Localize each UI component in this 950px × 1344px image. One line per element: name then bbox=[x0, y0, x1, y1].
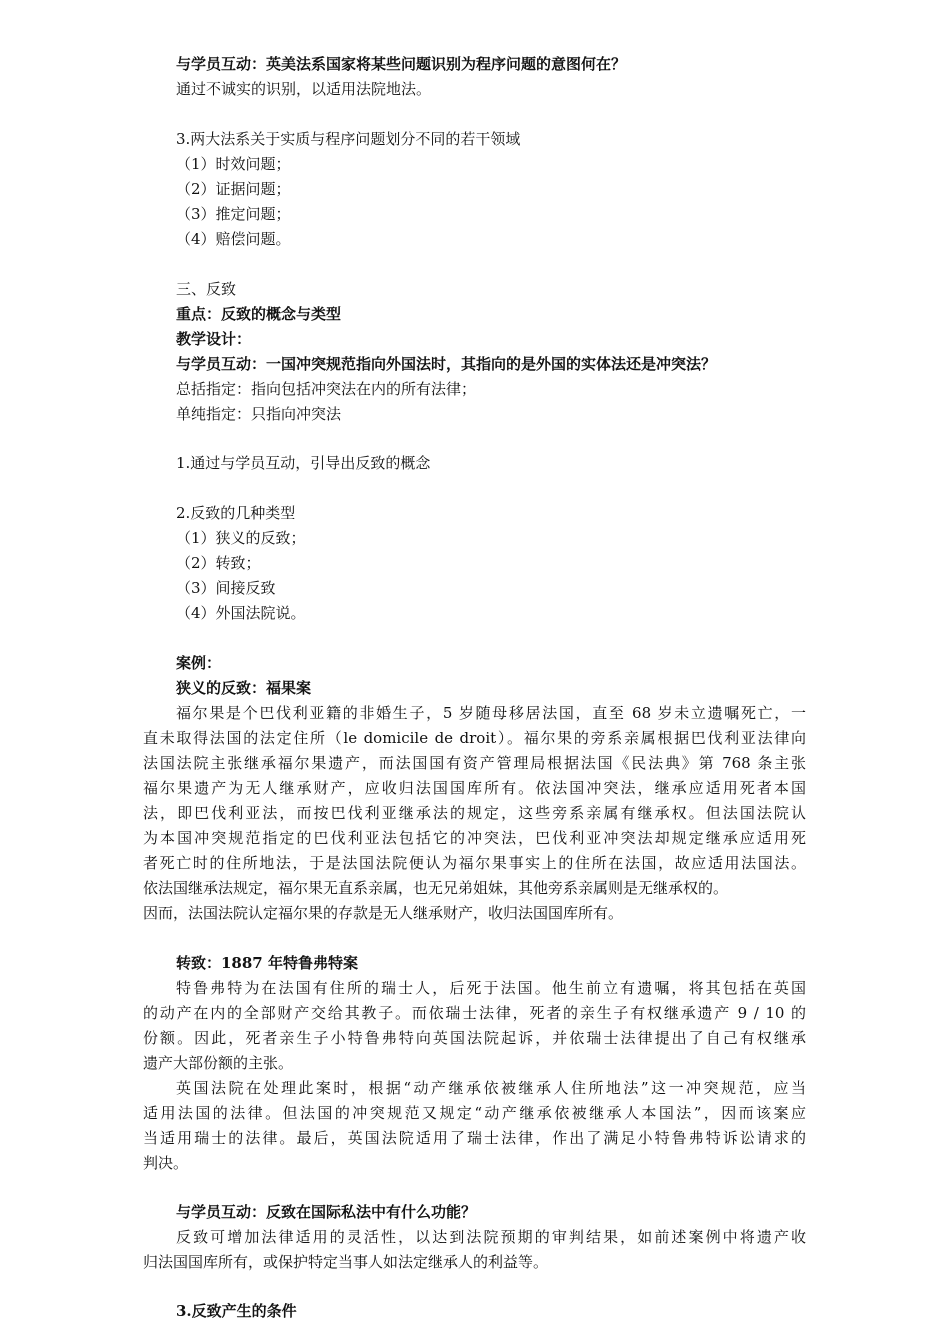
subheading-conditions: 3.反致产生的条件 bbox=[176, 1302, 297, 1320]
answer-general-reference: 总括指定：指向包括冲突法在内的所有法律； bbox=[176, 380, 477, 398]
case-forgo-line: 法国法院主张继承福尔果遗产，而法国国有资产管理局根据法国《民法典》第 768 条主张 bbox=[143, 754, 806, 772]
case-forgo-line: 因而，法国法院认定福尔果的存款是无人继承财产，收归法国国库所有。 bbox=[143, 904, 624, 922]
case-forgo-line: 者死亡时的住所地法，于是法国法院便认为福尔果事实上的住所在法国，故应适用法国法。 bbox=[143, 854, 806, 872]
answer-function-line: 反致可增加法律适用的灵活性，以达到法院预期的审判结果，如前述案例中将遗产收 bbox=[176, 1228, 806, 1246]
subheading-areas: 3.两大法系关于实质与程序问题划分不同的若干领域 bbox=[176, 130, 521, 148]
list-item: （1）时效问题； bbox=[176, 155, 291, 173]
case-trabucco-line: 的动产在内的全部财产交给其教子。而依瑞士法律，死者的亲生子有权继承遗产 9 / 10 的 bbox=[143, 1004, 806, 1022]
question-renvoi: 与学员互动：一国冲突规范指向外国法时，其指向的是外国的实体法还是冲突法？ bbox=[176, 355, 717, 373]
case-forgo-line: 直未取得法国的法定住所（le domicile de droit）。福尔果的旁系亲属根据巴伐利亚法律向 bbox=[143, 729, 806, 747]
focus-label: 重点：反致的概念与类型 bbox=[176, 305, 342, 323]
list-item: （3）间接反致 bbox=[176, 579, 276, 597]
case-trabucco-line: 适用法国的法律。但法国的冲突规范又规定“动产继承依被继承人本国法”，因而该案应 bbox=[143, 1104, 806, 1122]
list-item: （4）外国法院说。 bbox=[176, 604, 306, 622]
answer-simple-reference: 单纯指定：只指向冲突法 bbox=[176, 405, 342, 423]
case-trabucco-line: 英国法院在处理此案时，根据“动产继承依被继承人住所地法”这一冲突规范，应当 bbox=[176, 1079, 806, 1097]
paragraph-concept: 1.通过与学员互动，引导出反致的概念 bbox=[176, 454, 431, 472]
answer-function-line: 归法国国库所有，或保护特定当事人如法定继承人的利益等。 bbox=[143, 1253, 549, 1271]
case-trabucco-line: 特鲁弗特为在法国有住所的瑞士人，后死于法国。他生前立有遗嘱，将其包括在英国 bbox=[176, 979, 806, 997]
case-forgo-line: 依法国继承法规定，福尔果无直系亲属，也无兄弟姐妹，其他旁系亲属则是无继承权的。 bbox=[143, 879, 729, 897]
question-identification: 与学员互动：英美法系国家将某些问题识别为程序问题的意图何在？ bbox=[176, 55, 627, 73]
paragraph-types: 2.反致的几种类型 bbox=[176, 504, 296, 522]
case-title-trabucco: 转致：1887 年特鲁弗特案 bbox=[176, 954, 358, 972]
case-forgo-line: 为本国冲突规范指定的巴伐利亚法包括它的冲突法，巴伐利亚冲突法却规定继承应适用死 bbox=[143, 829, 806, 847]
list-item: （3）推定问题； bbox=[176, 205, 291, 223]
case-trabucco-line: 份额。因此，死者亲生子小特鲁弗特向英国法院起诉，并依瑞士法律提出了自己有权继承 bbox=[143, 1029, 806, 1047]
case-forgo-line: 福尔果是个巴伐利亚籍的非婚生子，5 岁随母移居法国，直至 68 岁未立遗嘱死亡，一 bbox=[176, 704, 806, 722]
section-heading-renvoi: 三、反致 bbox=[176, 280, 237, 298]
question-function: 与学员互动：反致在国际私法中有什么功能？ bbox=[176, 1203, 477, 1221]
answer-identification: 通过不诚实的识别，以适用法院地法。 bbox=[176, 80, 432, 98]
case-trabucco-line: 判决。 bbox=[143, 1154, 189, 1172]
case-forgo-line: 福尔果遗产为无人继承财产，应收归法国国库所有。依法国冲突法，继承应适用死者本国 bbox=[143, 779, 806, 797]
case-trabucco-line: 当适用瑞士的法律。最后，英国法院适用了瑞士法律，作出了满足小特鲁弗特诉讼请求的 bbox=[143, 1129, 806, 1147]
list-item: （2）转致； bbox=[176, 554, 261, 572]
list-item: （2）证据问题； bbox=[176, 180, 291, 198]
cases-label: 案例： bbox=[176, 654, 222, 672]
list-item: （4）赔偿问题。 bbox=[176, 230, 291, 248]
case-forgo-line: 法，即巴伐利亚法，而按巴伐利亚继承法的规定，这些旁系亲属有继承权。但法国法院认 bbox=[143, 804, 806, 822]
teaching-design-label: 教学设计： bbox=[176, 330, 252, 348]
list-item: （1）狭义的反致； bbox=[176, 529, 306, 547]
case-title-forgo: 狭义的反致：福果案 bbox=[176, 679, 312, 697]
case-trabucco-line: 遗产大部份额的主张。 bbox=[143, 1054, 294, 1072]
